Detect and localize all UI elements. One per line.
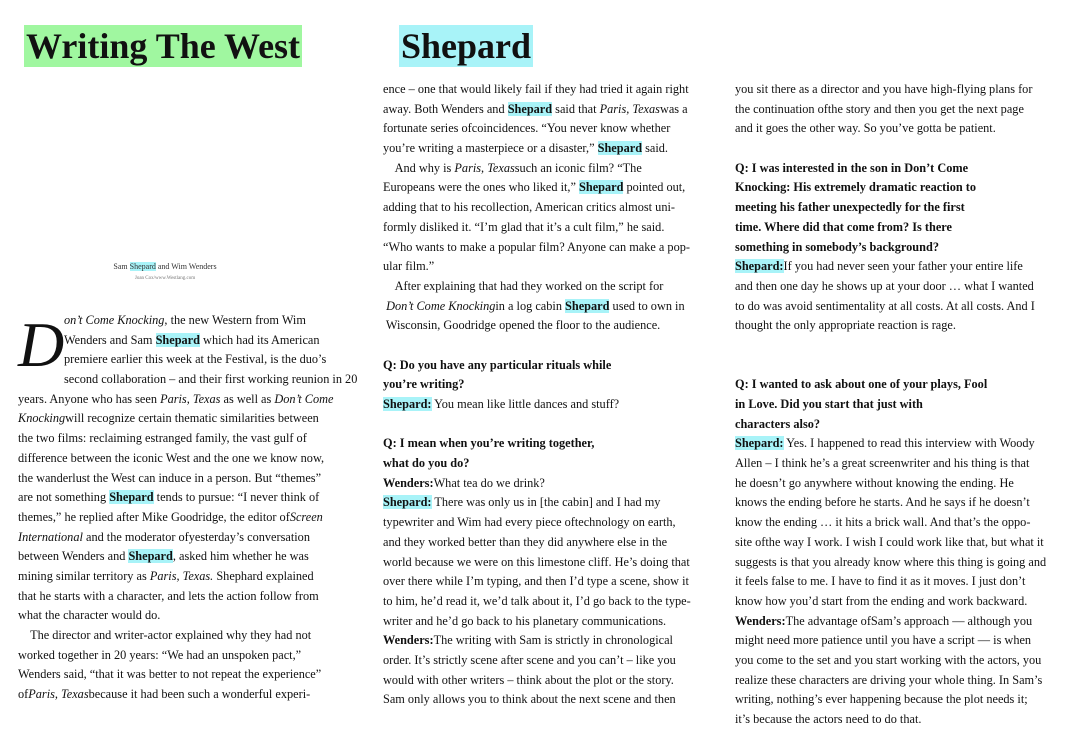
col2-line xyxy=(383,454,691,474)
col2-line xyxy=(383,415,691,435)
text-run: second collaboration – and their first working reunion in 20 xyxy=(64,372,358,387)
bold-text: Q: I was interested in the son in Don’t Come xyxy=(735,160,969,175)
text-run: The writing with Sam is strictly in chronological xyxy=(433,633,673,648)
col3-line xyxy=(735,415,1046,435)
text-run: , the new Western from Wim xyxy=(164,313,306,327)
text-run: ular film.” xyxy=(383,259,435,274)
text-run: said. xyxy=(642,141,669,156)
bold-text: you’re writing? xyxy=(383,377,465,392)
article-column-3 xyxy=(735,80,1046,730)
text-run: said that xyxy=(552,101,600,116)
text-run: tends to pursue: “I never think of xyxy=(153,490,320,505)
text-run: the wanderlust the West can induce in a person. But “themes” xyxy=(18,470,322,485)
text-run: Wenders and Sam xyxy=(64,332,156,347)
bold-text: Q: I wanted to ask about one of your plays, Fool xyxy=(735,377,988,392)
col3-line xyxy=(735,454,1046,474)
col2-line xyxy=(383,612,691,632)
photo-credit: Joan Cox/www.Westlang.com xyxy=(134,276,196,281)
text-run: know how you’d start from the ending and work backward. xyxy=(735,593,1028,608)
col3-line xyxy=(735,474,1046,494)
col1-line xyxy=(18,547,357,567)
text-run: you sit there as a director and you have high-flying plans for xyxy=(735,82,1033,96)
col2-line xyxy=(383,238,691,258)
col1-line xyxy=(18,567,357,587)
col1-line xyxy=(18,311,357,331)
text-run: ence – one that would likely fail if they had tried it again right xyxy=(383,82,689,96)
col1-line xyxy=(18,370,357,390)
name-highlight: Shepard xyxy=(597,141,643,156)
text-run: typewriter and Wim had every piece oftechnology on earth, xyxy=(383,515,676,530)
col1-line xyxy=(18,606,357,626)
text-run: and the moderator ofyesterday’s conversation xyxy=(82,529,310,544)
text-run: of xyxy=(18,687,29,702)
italic-text: International xyxy=(18,529,83,544)
italic-text: Paris, Texas xyxy=(160,391,221,406)
col3-line xyxy=(735,671,1046,691)
text-run: If you had never seen your father your entire life xyxy=(783,259,1023,274)
text-run: that he starts with a character, and lets the action follow from xyxy=(18,588,319,603)
text-run: , asked him whether he was xyxy=(172,549,309,564)
text-run: Wenders said, “that it was better to not repeat the experience” xyxy=(18,667,322,682)
col1-line xyxy=(18,665,357,685)
text-run: worked together in 20 years: “We had an unspoken pact,” xyxy=(18,647,302,662)
photo-caption xyxy=(90,262,240,284)
col2-line xyxy=(383,178,691,198)
bold-text: Wenders: xyxy=(735,613,786,628)
text-run: Wisconsin, Goodridge opened the floor to the audience. xyxy=(383,318,661,333)
col1-line xyxy=(18,390,357,410)
col2-line xyxy=(383,474,691,494)
col1-line xyxy=(18,587,357,607)
text-run: which had its American xyxy=(199,332,320,347)
text-run: Allen – I think he’s a great screenwriter and his thing is that xyxy=(735,456,1030,471)
col3-line xyxy=(735,100,1046,120)
text-run: away. Both Wenders and xyxy=(383,101,508,116)
col3-line xyxy=(735,218,1046,238)
text-run: was a xyxy=(659,101,688,116)
text-run: suggests is that you already know where this thing is going and xyxy=(735,554,1047,569)
text-run: as well as xyxy=(220,391,275,406)
col1-line xyxy=(18,331,357,351)
col2-line xyxy=(383,218,691,238)
col1-line xyxy=(18,508,357,528)
text-run: and they worked better than they did anywhere else in the xyxy=(383,534,668,549)
text-run: order. It’s strictly scene after scene and you can’t – like you xyxy=(383,652,676,667)
text-run: used to own in xyxy=(609,298,685,313)
italic-text: Don’t Come xyxy=(274,391,334,406)
text-run: and then one day he shows up at your door … what I wanted xyxy=(735,278,1034,293)
col3-line xyxy=(735,592,1046,612)
name-highlight: Shepard: xyxy=(735,259,784,274)
col3-line xyxy=(735,80,1046,100)
text-run: Yes. I happened to read this interview with Woody xyxy=(783,436,1035,451)
col1-line xyxy=(18,449,357,469)
col2-line xyxy=(383,80,691,100)
text-run: the continuation ofthe story and then you get the next page xyxy=(735,101,1024,116)
col2-line xyxy=(383,533,691,553)
text-run: The director and writer-actor explained why they had not xyxy=(18,628,312,642)
article-column-1 xyxy=(18,311,357,705)
name-highlight: Shepard xyxy=(155,332,200,347)
text-run: knows the ending before he starts. And he says if he doesn’t xyxy=(735,495,1030,510)
text-run: it’s because the actors need to do that. xyxy=(735,712,922,726)
text-run: themes,” he replied after Mike Goodridge, the editor of xyxy=(18,509,290,524)
col2-line xyxy=(383,553,691,573)
col2-line xyxy=(383,651,691,671)
col3-line xyxy=(735,375,1046,395)
text-run: premiere earlier this week at the Festival, is the duo’s xyxy=(64,352,327,367)
col3-line xyxy=(735,710,1046,730)
col3-line xyxy=(735,297,1046,317)
bold-text: what do you do? xyxy=(383,456,470,471)
col2-line xyxy=(383,434,691,454)
text-run: it feels false to me. I have to find it as it moves. I just don’t xyxy=(735,574,1026,589)
col1-line xyxy=(18,528,357,548)
text-run: in a log cabin xyxy=(495,298,566,313)
col1-line xyxy=(18,429,357,449)
col2-line xyxy=(383,297,691,317)
col3-line xyxy=(735,119,1046,139)
text-run: know the ending … it hits a brick wall. And that’s the oppo- xyxy=(735,515,1031,530)
bold-text: Wenders: xyxy=(383,633,434,648)
text-run: “Who wants to make a popular film? Anyone can make a pop- xyxy=(383,239,690,254)
text-run: Europeans were the ones who liked it,” xyxy=(383,180,580,195)
col3-line xyxy=(735,336,1046,356)
col3-line xyxy=(735,493,1046,513)
italic-text: Don’t Come Knocking xyxy=(386,298,496,313)
text-run: The advantage ofSam’s approach — although you xyxy=(785,613,1033,628)
col3-line xyxy=(735,139,1046,159)
text-run: Shephard explained xyxy=(213,568,314,583)
italic-text: on’t Come Knocking xyxy=(64,313,165,327)
name-highlight: Shepard xyxy=(507,101,553,116)
col3-line xyxy=(735,159,1046,179)
col3-line xyxy=(735,612,1046,632)
bold-text: meeting his father unexpectedly for the first xyxy=(735,200,965,215)
col3-line xyxy=(735,513,1046,533)
col1-line xyxy=(18,488,357,508)
italic-text: Paris, Texas xyxy=(28,687,89,702)
text-run: and it goes the other way. So you’ve gotta be patient. xyxy=(735,121,996,136)
col3-line xyxy=(735,553,1046,573)
text-run: over there while I’m typing, and then I’d type a scene, show it xyxy=(383,574,689,589)
text-run: are not something xyxy=(18,490,110,505)
text-run: to do was avoid sentimentality at all costs. At all costs. And I xyxy=(735,298,1035,313)
col2-line xyxy=(383,277,691,297)
name-highlight: Shepard xyxy=(128,549,173,564)
col2-line xyxy=(383,159,691,179)
col3-line xyxy=(735,178,1046,198)
name-highlight: Shepard: xyxy=(735,436,784,451)
text-run: might need more patience until you have a script — is when xyxy=(735,633,1032,648)
col3-line xyxy=(735,316,1046,336)
col3-line xyxy=(735,572,1046,592)
page-title-right: Shepard xyxy=(401,26,532,66)
name-highlight: Shepard: xyxy=(383,397,432,411)
page-title-left: Writing The West xyxy=(26,26,301,66)
bold-text: Q: I mean when you’re writing together, xyxy=(383,436,595,451)
text-run: to him, he’d read it, we’d talk about it, I’d go back to the type- xyxy=(383,593,691,608)
col2-line xyxy=(383,671,691,691)
text-run: he doesn’t go anywhere without knowing the ending. He xyxy=(735,475,1014,490)
caption-text-post: and Wim Wenders xyxy=(155,262,217,271)
col3-line xyxy=(735,395,1046,415)
caption-text-pre: Sam xyxy=(113,262,130,271)
col2-line xyxy=(383,395,691,415)
text-run: you come to the set and you start working with the actors, you xyxy=(735,652,1042,667)
col2-line xyxy=(383,119,691,139)
text-run: you’re writing a masterpiece or a disaster,” xyxy=(383,141,598,156)
bold-text: Wenders: xyxy=(383,475,434,490)
italic-text: Paris, Texas xyxy=(599,101,660,116)
text-run: writing, nothing’s ever happening because the plot needs it; xyxy=(735,692,1028,707)
col2-line xyxy=(383,356,691,376)
text-run: pointed out, xyxy=(623,180,686,195)
text-run: And why is xyxy=(383,160,455,175)
text-run: adding that to his recollection, American critics almost uni- xyxy=(383,200,675,215)
text-run: thought the only appropriate reaction is rage. xyxy=(735,318,956,333)
text-run: such an iconic film? “The xyxy=(514,160,642,175)
col2-line xyxy=(383,513,691,533)
italic-text: Screen xyxy=(289,509,323,524)
text-run: between Wenders and xyxy=(18,549,129,564)
col3-line xyxy=(735,277,1046,297)
col1-line xyxy=(18,409,357,429)
text-run: mining similar territory as xyxy=(18,568,150,583)
col3-line xyxy=(735,257,1046,277)
text-run: years. Anyone who has seen xyxy=(18,391,161,406)
name-highlight: Shepard xyxy=(579,180,624,195)
col2-line xyxy=(383,690,691,710)
text-run: There was only us in [the cabin] and I had my xyxy=(431,495,661,510)
col3-line xyxy=(735,690,1046,710)
text-run: because it had been such a wonderful experi- xyxy=(88,687,311,702)
col1-line xyxy=(18,469,357,489)
col2-line xyxy=(383,592,691,612)
name-highlight: Shepard xyxy=(109,490,154,505)
col1-line xyxy=(18,685,357,705)
text-run: writer and he’d go back to his planetary communications. xyxy=(383,613,667,628)
col2-line xyxy=(383,139,691,159)
bold-text: Knocking: His extremely dramatic reaction to xyxy=(735,180,976,195)
text-run: would with other writers – think about the plot or the story. xyxy=(383,672,674,687)
text-run: world because we were on this limestone cliff. He’s doing that xyxy=(383,554,690,569)
col3-line xyxy=(735,356,1046,376)
bold-text: time. Where did that come from? Is there xyxy=(735,219,952,234)
text-run: what the character would do. xyxy=(18,608,161,623)
col3-line xyxy=(735,198,1046,218)
bold-text: in Love. Did you start that just with xyxy=(735,397,923,411)
italic-text: Paris, Texas xyxy=(454,160,515,175)
col2-line xyxy=(383,493,691,513)
col3-line xyxy=(735,651,1046,671)
col3-line xyxy=(735,631,1046,651)
col2-line xyxy=(383,631,691,651)
drop-cap: D xyxy=(18,309,65,380)
text-run: After explaining that had they worked on the script for xyxy=(383,278,664,293)
col2-line xyxy=(383,257,691,277)
col1-line xyxy=(18,626,357,646)
text-run: difference between the iconic West and the one we know now, xyxy=(18,450,325,465)
caption-highlight: Shepard xyxy=(129,262,156,271)
text-run: realize these characters are driving your whole thing. In Sam’s xyxy=(735,672,1043,687)
text-run: fortunate series ofcoincidences. “You never know whether xyxy=(383,121,671,136)
col2-line xyxy=(383,336,691,356)
col2-line xyxy=(383,572,691,592)
bold-text: characters also? xyxy=(735,416,821,431)
col2-line xyxy=(383,198,691,218)
col3-line xyxy=(735,533,1046,553)
article-column-2 xyxy=(383,80,691,710)
text-run: Sam only allows you to think about the next scene and then xyxy=(383,692,676,707)
col3-line xyxy=(735,434,1046,454)
italic-text: Knocking xyxy=(18,411,66,426)
text-run: the two films: reclaiming estranged family, the vast gulf of xyxy=(18,431,307,446)
name-highlight: Shepard: xyxy=(383,495,432,510)
col2-line xyxy=(383,100,691,120)
text-run: What tea do we drink? xyxy=(433,475,545,490)
name-highlight: Shepard xyxy=(565,298,610,313)
col3-line xyxy=(735,238,1046,258)
col2-line xyxy=(383,316,691,336)
col1-line xyxy=(18,646,357,666)
text-run: will recognize certain thematic similarities between xyxy=(65,411,319,426)
text-run: formly disliked it. “I’m glad that it’s a cult film,” he said. xyxy=(383,219,665,234)
text-run: site ofthe way I work. I wish I could work like that, but what it xyxy=(735,534,1044,549)
bold-text: Q: Do you have any particular rituals while xyxy=(383,357,612,372)
col2-line xyxy=(383,375,691,395)
col1-line xyxy=(18,350,357,370)
text-run: You mean like little dances and stuff? xyxy=(431,397,620,411)
bold-text: something in somebody’s background? xyxy=(735,239,939,254)
italic-text: Paris, Texas. xyxy=(149,568,214,583)
